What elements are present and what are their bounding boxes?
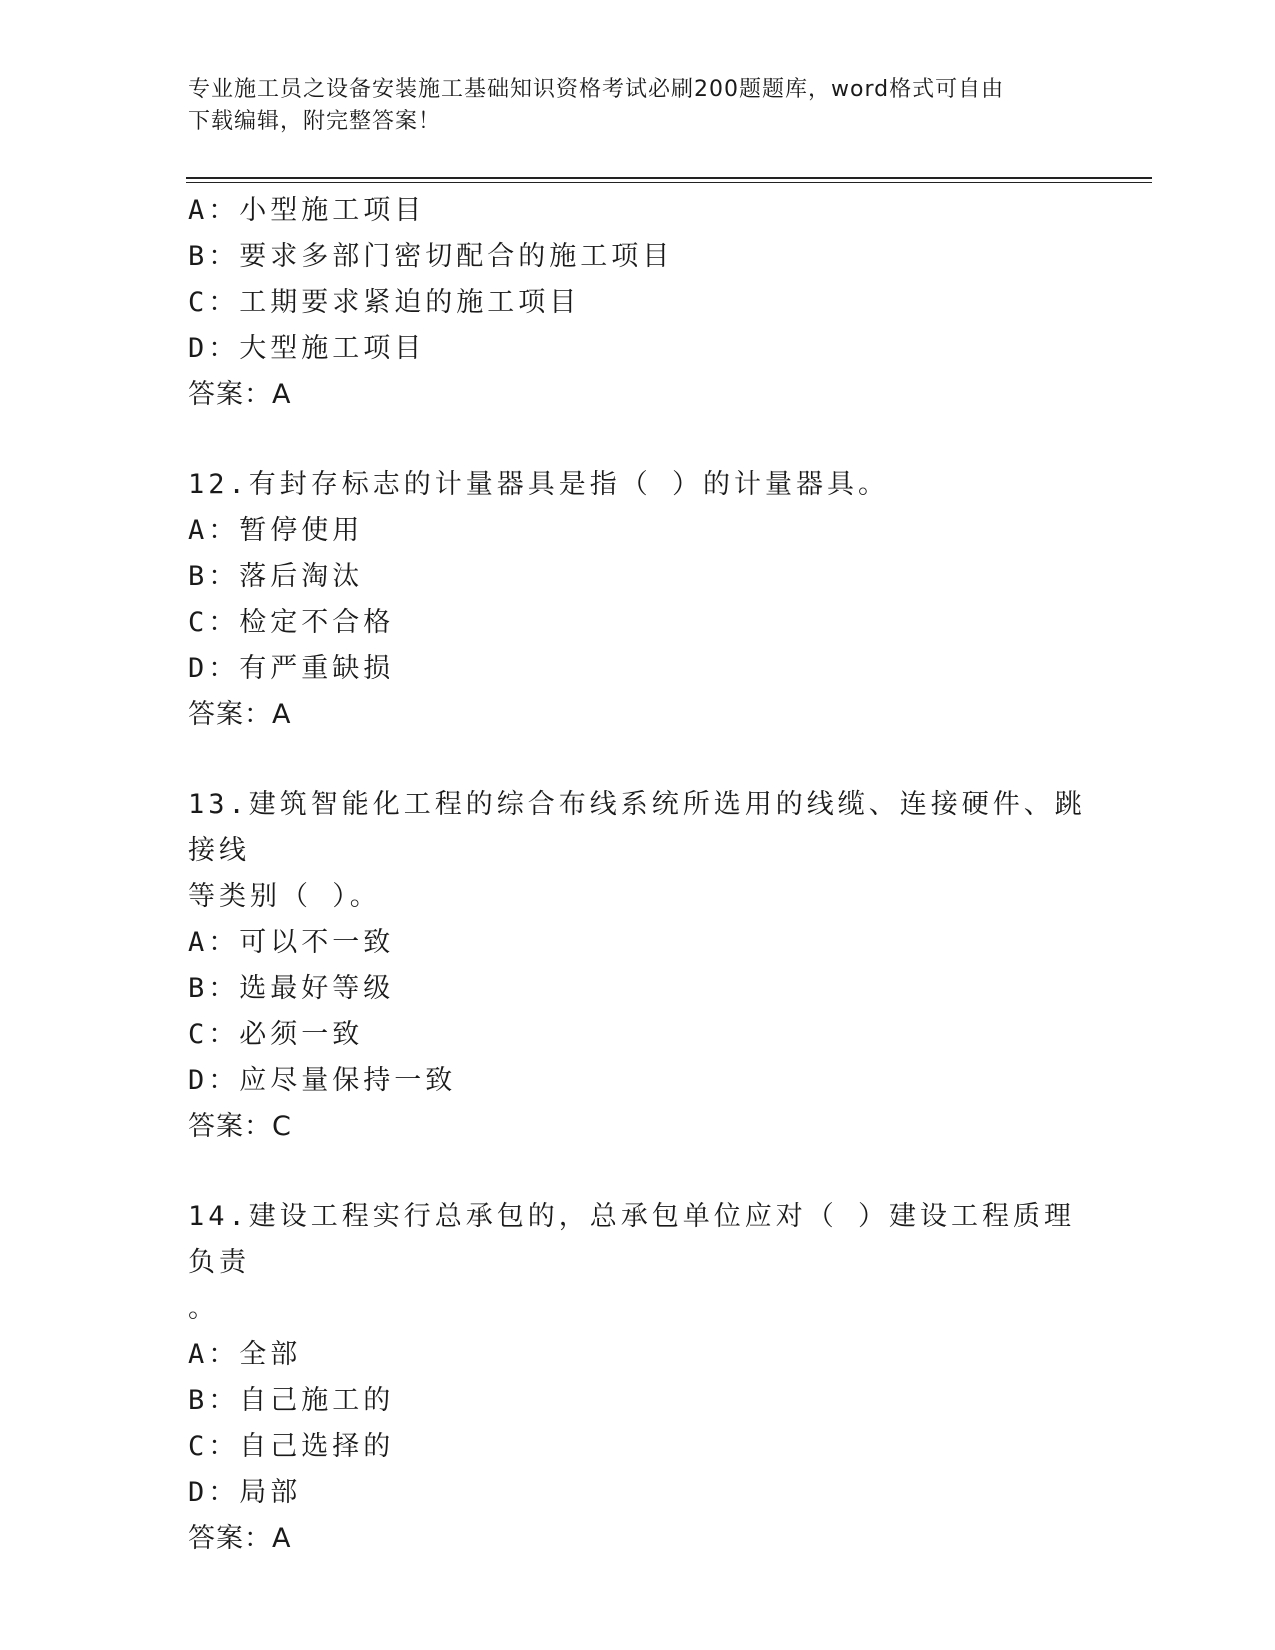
option-d: D：有严重缺损 [188, 653, 395, 684]
answer-line: 答案：A [188, 699, 292, 730]
question-text: 12.有封存标志的计量器具是指（ ）的计量器具。 [188, 469, 890, 500]
option-a: A：小型施工项目 [188, 195, 426, 226]
header-line-2: 下载编辑，附完整答案！ [188, 109, 442, 134]
option-b: B：自己施工的 [188, 1385, 395, 1416]
option-b: B：选最好等级 [188, 973, 395, 1004]
option-b: B：落后淘汰 [188, 561, 364, 592]
option-d: D：应尽量保持一致 [188, 1065, 457, 1096]
answer-line: 答案：A [188, 1523, 292, 1554]
spacer [188, 1150, 1088, 1194]
option-c: C：检定不合格 [188, 607, 395, 638]
document-header [188, 74, 1088, 138]
question-12 [188, 462, 1088, 738]
option-a: A：可以不一致 [188, 927, 395, 958]
question-text-line-1: 13.建筑智能化工程的综合布线系统所选用的线缆、连接硬件、跳接线 [188, 789, 1086, 866]
question-text-line-1: 14.建设工程实行总承包的，总承包单位应对（ ）建设工程质理负责 [188, 1201, 1076, 1278]
answer-line: 答案：C [188, 1111, 292, 1142]
option-d: D：局部 [188, 1477, 302, 1508]
question-text-line-2: 。 [188, 1293, 219, 1324]
option-a: A：暂停使用 [188, 515, 364, 546]
question-text-line-2: 等类别（ ）。 [188, 881, 381, 912]
header-line-1: 专业施工员之设备安装施工基础知识资格考试必刷200题题库，word格式可自由 [188, 77, 1005, 102]
spacer [188, 418, 1088, 462]
header-divider-thin [186, 182, 1152, 183]
question-11 [188, 188, 1088, 418]
spacer [188, 738, 1088, 782]
question-13 [188, 782, 1088, 1150]
answer-line: 答案：A [188, 379, 292, 410]
question-list [188, 188, 1088, 1562]
option-a: A：全部 [188, 1339, 302, 1370]
header-divider-thick [186, 177, 1152, 179]
option-c: C：自己选择的 [188, 1431, 395, 1462]
question-14 [188, 1194, 1088, 1562]
option-c: C：工期要求紧迫的施工项目 [188, 287, 581, 318]
option-b: B：要求多部门密切配合的施工项目 [188, 241, 674, 272]
option-d: D：大型施工项目 [188, 333, 426, 364]
option-c: C：必须一致 [188, 1019, 364, 1050]
